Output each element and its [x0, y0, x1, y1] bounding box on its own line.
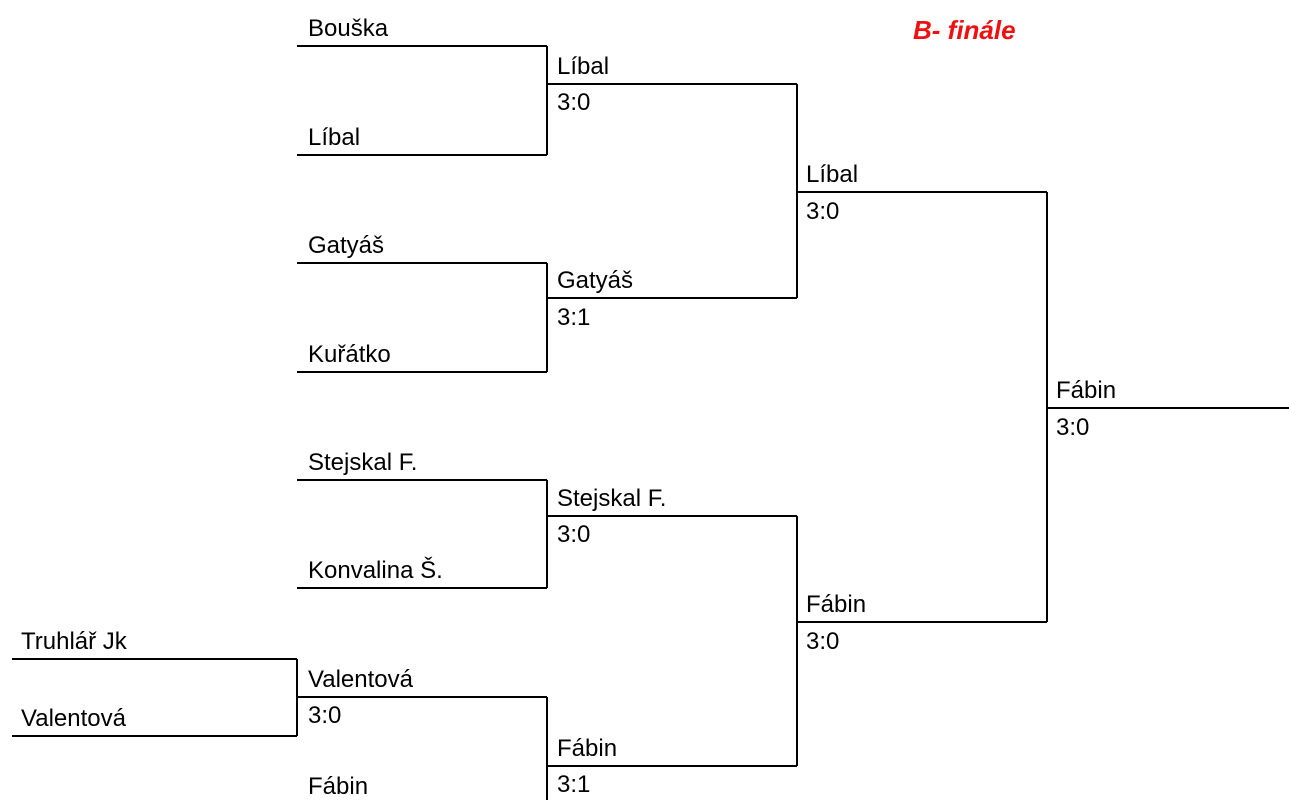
player-name: Líbal — [308, 124, 361, 151]
match-score: 3:0 — [557, 521, 591, 548]
match-winner: Stejskal F. — [557, 485, 667, 512]
player-name: Gatyáš — [308, 232, 385, 259]
match-score: 3:1 — [557, 771, 591, 798]
match-score: 3:1 — [557, 304, 591, 331]
match-winner: Gatyáš — [557, 267, 634, 294]
player-name: Kuřátko — [308, 341, 391, 368]
match-score: 3:0 — [308, 702, 342, 729]
match-winner: Fábin — [557, 735, 618, 762]
player-name: Konvalina Š. — [308, 557, 443, 584]
final-score: 3:0 — [1056, 414, 1090, 441]
match-winner: Líbal — [557, 53, 610, 80]
match-winner: Valentová — [308, 666, 413, 693]
match-winner: Fábin — [806, 591, 867, 618]
bracket-title: B- finále — [913, 15, 1016, 45]
player-name: Truhlář Jk — [21, 628, 127, 655]
final-winner: Fábin — [1056, 377, 1117, 404]
match-winner: Líbal — [806, 161, 859, 188]
match-score: 3:0 — [806, 198, 840, 225]
player-name: Stejskal F. — [308, 449, 418, 476]
player-name: Fábin — [308, 773, 369, 800]
player-name: Valentová — [21, 705, 126, 732]
player-name: Bouška — [308, 15, 389, 42]
match-score: 3:0 — [557, 89, 591, 116]
match-score: 3:0 — [806, 628, 840, 655]
